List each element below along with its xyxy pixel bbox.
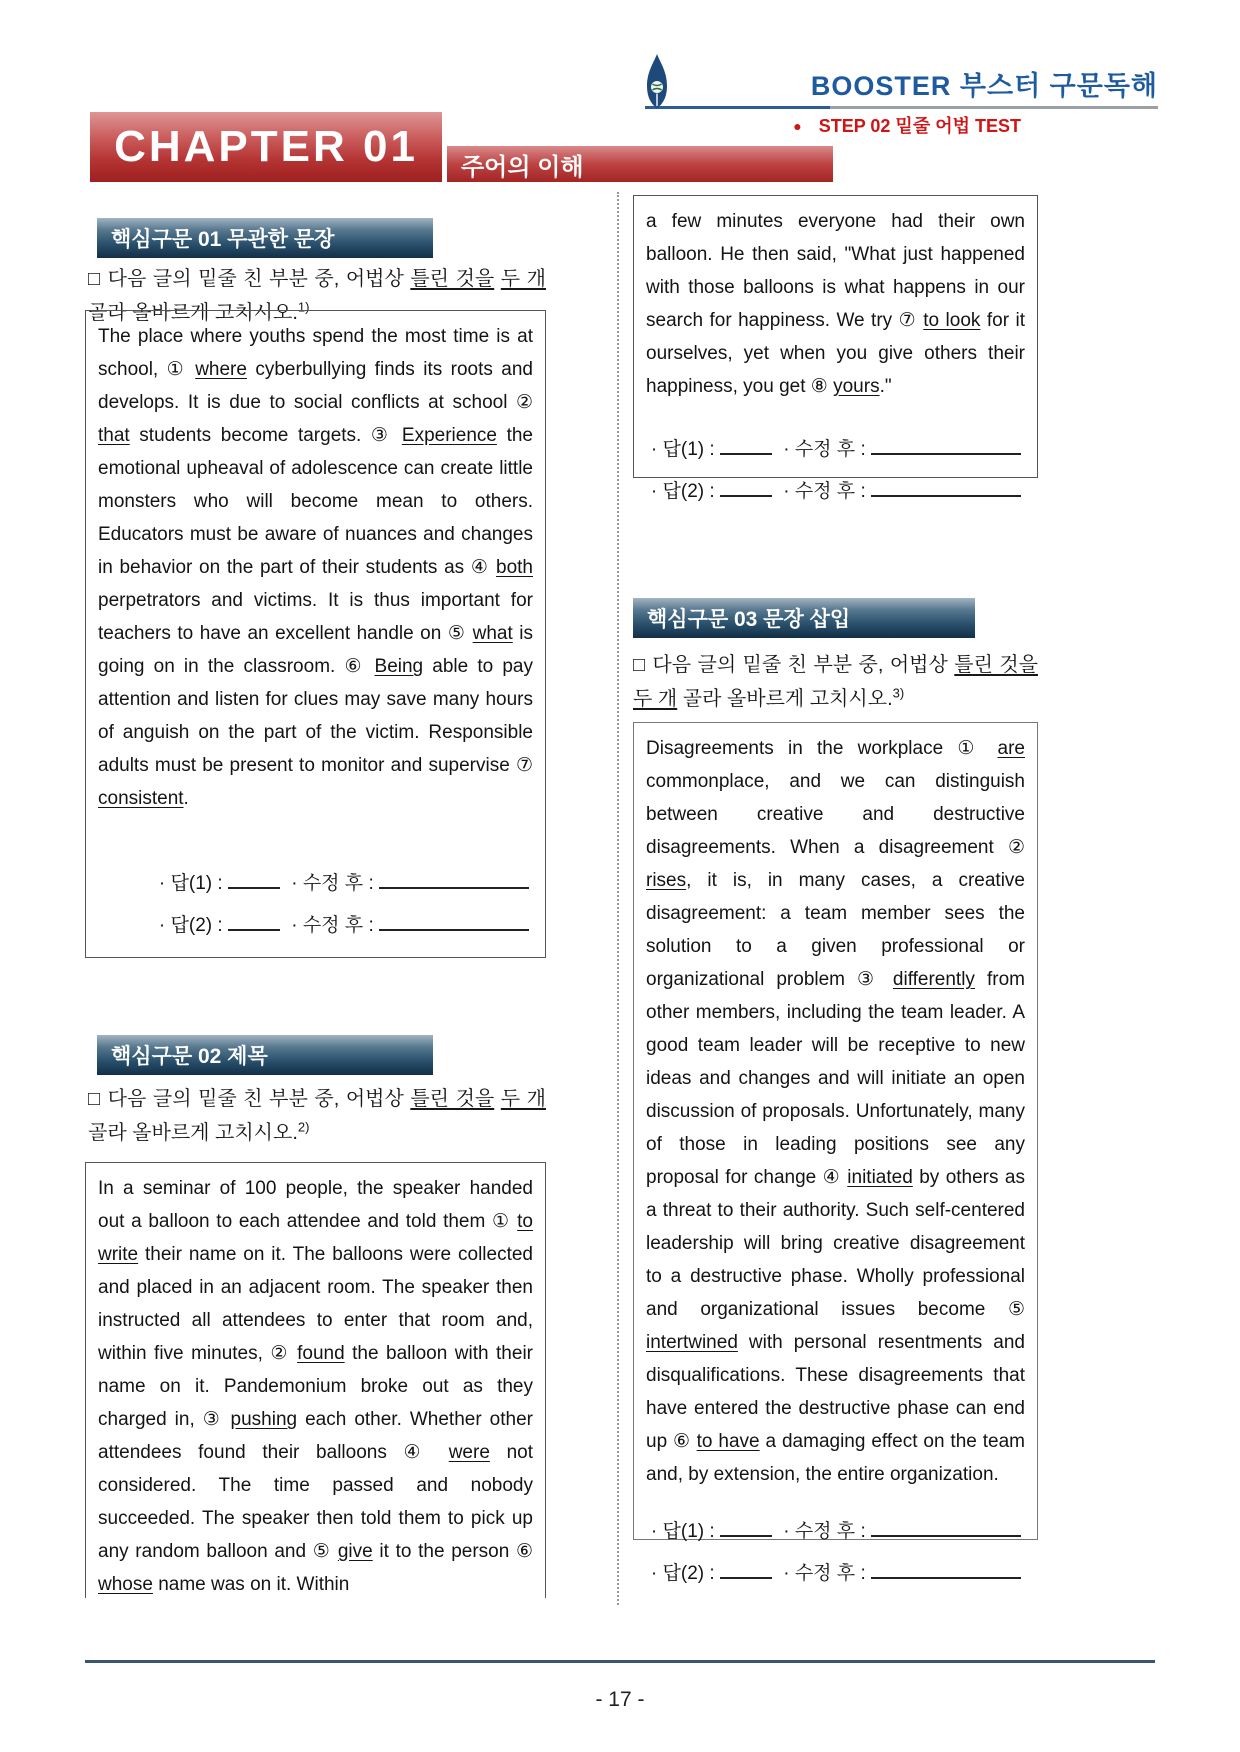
section1-instruction: □ 다음 글의 밑줄 친 부분 중, 어법상 틀린 것을 두 개 골라 올바르게 고치시오.$^{1)}$ (88, 268, 547, 324)
header-rule-blue-segment (645, 106, 830, 109)
section3-header (633, 598, 975, 638)
step-label (633, 112, 1021, 138)
chapter-subtitle-bar (447, 146, 833, 182)
answer-line-1: · 답(1) : · 수정 후 : (646, 429, 1021, 471)
underlined-word: 두 개 (633, 688, 678, 710)
section3-instruction: □ 다음 글의 밑줄 친 부분 중, 어법상 틀린 것을 두 개 골라 올바르게 고치시오.$^{3)}$ (633, 654, 1038, 710)
underlined-word: intertwined (646, 1332, 738, 1353)
column-divider (617, 192, 619, 1605)
section1-title: 핵심구문 01 무관한 문장 (111, 228, 335, 251)
underlined-word: 틀린 것을 (410, 1088, 495, 1110)
section3-passage: Disagreements in the workplace ① are commonplace, and we can distinguish between creative and destructive disagreements. When a disagreement ② rises, it is, in many cases, a creative disagreement: a team member sees the solution to a given professional or organizational problem ③ differently from other members, including the team leader. A good team leader will be receptive to new ideas and changes and will initiate an open discussion of proposals. Unfortunately, many of those in leading positions see any proposal for change ④ initiated by others as a threat to their authority. Such self-centered leadership will bring creative disagreement to a destructive phase. Wholly professional and organizational issues become ⑤ intertwined with personal resentments and disqualifications. These disagreements that have entered the destructive phase can end up ⑥ to have a damaging effect on the team and, by extension, the entire organization. (646, 738, 1025, 1485)
section3-title: 핵심구문 03 문장 삽입 (647, 608, 851, 631)
answer-blank (228, 915, 280, 931)
footer-rule (85, 1660, 1155, 1663)
underlined-word: 틀린 것을 (410, 268, 495, 290)
underlined-word: 틀린 것을 (954, 654, 1038, 676)
underlined-word: give (337, 1541, 373, 1562)
section1-header (97, 218, 433, 258)
answer-line-1: · 답(1) : · 수정 후 : (646, 1511, 1021, 1553)
chapter-banner (90, 112, 442, 182)
section2-answers (646, 429, 1025, 513)
answer-blank (871, 481, 1021, 497)
underlined-word: where (195, 359, 247, 380)
answer-blank (379, 915, 529, 931)
answer-blank (871, 439, 1021, 455)
answer-line-2: · 답(2) : · 수정 후 : (98, 905, 529, 947)
answer-blank (871, 1521, 1021, 1537)
answer-blank (720, 1521, 772, 1537)
page-number: - 17 - (595, 1688, 645, 1711)
underlined-word: yours (833, 376, 880, 397)
section3-answers (646, 1511, 1025, 1595)
section1-answers (98, 863, 533, 947)
underlined-word: rises (646, 870, 687, 891)
pen-nib-globe-icon (643, 54, 671, 108)
underlined-word: Being (374, 656, 424, 677)
underlined-word: both (496, 557, 533, 578)
section2-passage-box-continued (633, 195, 1038, 502)
underlined-word: that (98, 425, 130, 446)
answer-line-2: · 답(2) : · 수정 후 : (646, 471, 1021, 513)
underlined-word: Experience (401, 425, 497, 446)
header-rule (645, 106, 1158, 109)
chapter-subtitle: 주어의 이해 (461, 153, 584, 181)
section1-passage: The place where youths spend the most time is at school, ① where cyberbullying finds its roots and develops. It is due to social conflicts at school ② that students become targets. ③ Experience the emotional upheaval of adolescence can create little monsters who will become mean to others. Educators must be aware of nuances and changes in behavior on the part of their students as ④ both perpetrators and victims. It is thus important for teachers to have an excellent handle on ⑤ what is going on in the classroom. ⑥ Being able to pay attention and listen for clues may save many hours of anguish on the part of the victim. Responsible adults must be present to monitor and supervise ⑦ consistent. (98, 326, 534, 809)
underlined-word: 두 개 (500, 1088, 547, 1110)
section2-title: 핵심구문 02 제목 (111, 1045, 268, 1068)
underlined-word: are (997, 738, 1025, 759)
underlined-word: pushing (230, 1409, 298, 1430)
answer-line-2: · 답(2) : · 수정 후 : (646, 1553, 1021, 1595)
answer-blank (379, 873, 529, 889)
section2-instruction: □ 다음 글의 밑줄 친 부분 중, 어법상 틀린 것을 두 개 골라 올바르게 고치시오.$^{2)}$ (88, 1088, 547, 1144)
answer-blank (720, 481, 772, 497)
underlined-word: to have (696, 1431, 760, 1452)
underlined-word: to look (923, 310, 981, 331)
section2-passage-part2: a few minutes everyone had their own balloon. He then said, "What just happened with those balloons is what happens in our search for happiness. We try ⑦ to look for it ourselves, yet when you give others their happiness, you get ⑧ yours." (646, 211, 1025, 397)
section2-passage-box (85, 1162, 546, 1598)
underlined-word: initiated (847, 1167, 913, 1188)
footnote-ref: 2) (297, 1119, 310, 1135)
underlined-word: 두 개 (500, 268, 547, 290)
answer-blank (720, 1563, 772, 1579)
section1-passage-box (85, 310, 546, 958)
footnote-ref: 1) (297, 299, 310, 315)
answer-blank (871, 1563, 1021, 1579)
step-text: STEP 02 밑줄 어법 TEST (818, 116, 1021, 136)
underlined-word: whose (98, 1574, 153, 1595)
underlined-word: differently (892, 969, 975, 990)
underlined-word: what (472, 623, 513, 644)
underlined-word: to write (98, 1211, 533, 1265)
underlined-word: consistent (98, 788, 184, 809)
header-rule-gray-segment (830, 106, 1158, 109)
bullet-icon: ● (793, 118, 802, 134)
answer-blank (228, 873, 280, 889)
section2-header (97, 1035, 433, 1075)
section2-passage-part1: In a seminar of 100 people, the speaker handed out a balloon to each attendee and told them ① to write their name on it. The balloons were collected and placed in an adjacent room. The speaker then instructed all attendees to enter that room and, within five minutes, ② found the balloon with their name on it. Pandemonium broke out as they charged in, ③ pushing each other. Whether other attendees found their balloons ④ were not considered. The time passed and nobody succeeded. The speaker then told them to pick up any random balloon and ⑤ give it to the person ⑥ whose name was on it. Within (98, 1178, 534, 1595)
brand-title: BOOSTER 부스터 구문독해 (810, 71, 1158, 101)
underlined-word: were (448, 1442, 490, 1463)
footnote-ref: 3) (892, 685, 905, 701)
underlined-word: found (297, 1343, 345, 1364)
answer-line-1: · 답(1) : · 수정 후 : (98, 863, 529, 905)
answer-blank (720, 439, 772, 455)
section3-passage-box (633, 722, 1038, 1584)
chapter-title: CHAPTER 01 (114, 122, 418, 171)
